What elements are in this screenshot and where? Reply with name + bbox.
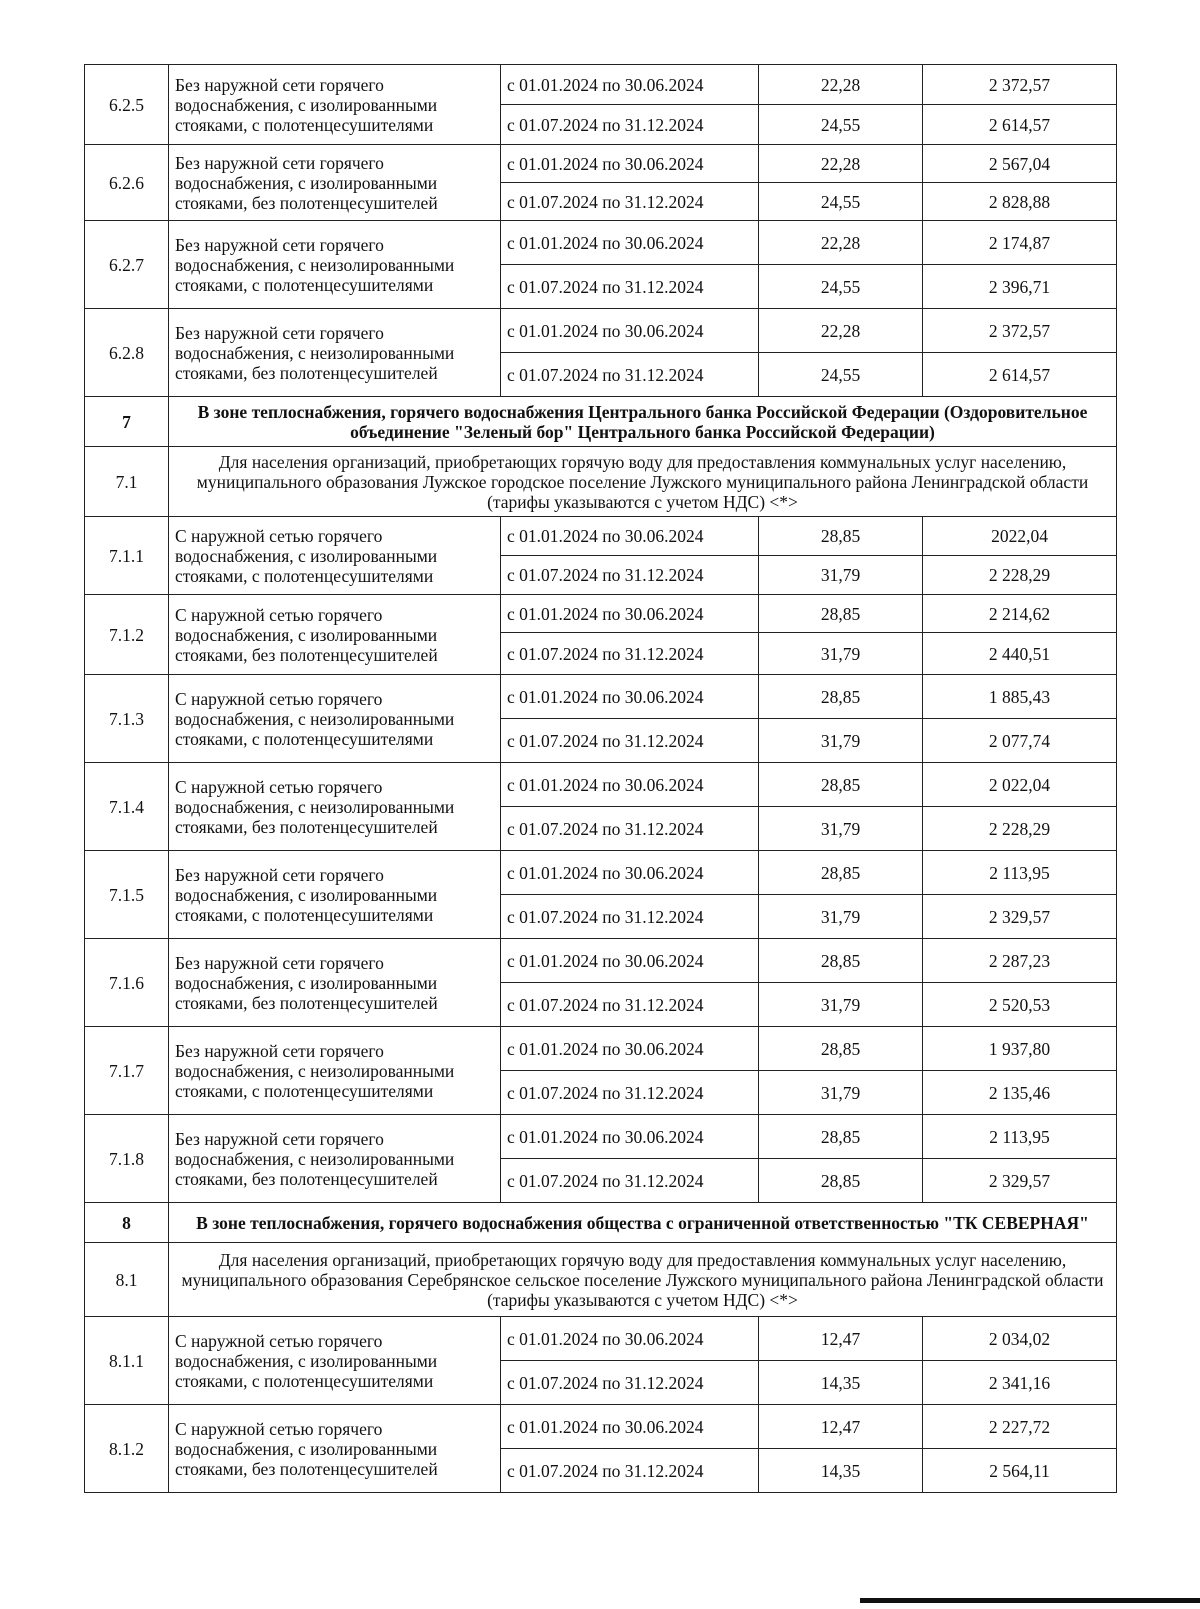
tariff-value-cell: 2 564,11	[923, 1449, 1117, 1493]
period-cell: с 01.07.2024 по 31.12.2024	[501, 353, 759, 397]
item-number: 7.1.6	[85, 939, 169, 1027]
tariff-component-cell: 31,79	[759, 556, 923, 595]
period-cell: с 01.01.2024 по 30.06.2024	[501, 1027, 759, 1071]
tariff-component-cell: 24,55	[759, 105, 923, 145]
item-description: Без наружной сети горячего водоснабжения, с изолированными стояками, без полотенцесушителей	[169, 939, 501, 1027]
period-cell: с 01.07.2024 по 31.12.2024	[501, 807, 759, 851]
table-row	[85, 1317, 1117, 1361]
table-row	[85, 65, 1117, 105]
item-description: Без наружной сети горячего водоснабжения, с неизолированными стояками, без полотенцесушителей	[169, 1115, 501, 1203]
tariff-value-cell: 2 828,88	[923, 183, 1117, 221]
tariff-component-cell: 28,85	[759, 763, 923, 807]
period-cell: с 01.01.2024 по 30.06.2024	[501, 309, 759, 353]
item-number: 6.2.6	[85, 145, 169, 221]
tariff-component-cell: 28,85	[759, 1027, 923, 1071]
tariff-component-cell: 31,79	[759, 633, 923, 675]
item-number: 6.2.7	[85, 221, 169, 309]
item-number: 6.2.8	[85, 309, 169, 397]
period-cell: с 01.01.2024 по 30.06.2024	[501, 65, 759, 105]
tariff-component-cell: 14,35	[759, 1449, 923, 1493]
period-cell: с 01.07.2024 по 31.12.2024	[501, 265, 759, 309]
tariff-value-cell: 2 372,57	[923, 65, 1117, 105]
item-number: 7.1.5	[85, 851, 169, 939]
period-cell: с 01.01.2024 по 30.06.2024	[501, 595, 759, 633]
period-cell: с 01.07.2024 по 31.12.2024	[501, 633, 759, 675]
tariff-component-cell: 24,55	[759, 183, 923, 221]
table-row	[85, 675, 1117, 719]
item-description: С наружной сетью горячего водоснабжения, с изолированными стояками, без полотенцесушителей	[169, 1405, 501, 1493]
item-description: Без наружной сети горячего водоснабжения, с неизолированными стояками, с полотенцесушителями	[169, 221, 501, 309]
tariff-component-cell: 28,85	[759, 1115, 923, 1159]
period-cell: с 01.07.2024 по 31.12.2024	[501, 1361, 759, 1405]
item-number: 6.2.5	[85, 65, 169, 145]
tariff-value-cell: 2 520,53	[923, 983, 1117, 1027]
tariff-table	[84, 64, 1117, 1493]
table-row	[85, 221, 1117, 265]
scan-edge-line	[860, 1598, 1200, 1603]
tariff-component-cell: 31,79	[759, 983, 923, 1027]
tariff-component-cell: 22,28	[759, 145, 923, 183]
period-cell: с 01.01.2024 по 30.06.2024	[501, 939, 759, 983]
item-number: 8.1.1	[85, 1317, 169, 1405]
subsection-title: Для населения организаций, приобретающих горячую воду для предоставления коммунальных услуг населению, муниципального образования Лужское городское поселение Лужского муниципального района Ленинградской области (тарифы указываются с учетом НДС) <*>	[169, 447, 1117, 517]
table-row	[85, 1115, 1117, 1159]
tariff-component-cell: 28,85	[759, 1159, 923, 1203]
period-cell: с 01.07.2024 по 31.12.2024	[501, 1071, 759, 1115]
period-cell: с 01.01.2024 по 30.06.2024	[501, 221, 759, 265]
subsection-number: 8.1	[85, 1243, 169, 1317]
tariff-component-cell: 12,47	[759, 1405, 923, 1449]
item-description: С наружной сетью горячего водоснабжения, с изолированными стояками, с полотенцесушителями	[169, 1317, 501, 1405]
item-description: Без наружной сети горячего водоснабжения, с неизолированными стояками, с полотенцесушителями	[169, 1027, 501, 1115]
tariff-value-cell: 2 614,57	[923, 105, 1117, 145]
tariff-component-cell: 31,79	[759, 895, 923, 939]
tariff-value-cell: 2 174,87	[923, 221, 1117, 265]
tariff-value-cell: 2 113,95	[923, 851, 1117, 895]
period-cell: с 01.01.2024 по 30.06.2024	[501, 675, 759, 719]
period-cell: с 01.07.2024 по 31.12.2024	[501, 1449, 759, 1493]
tariff-component-cell: 22,28	[759, 221, 923, 265]
tariff-value-cell: 2 341,16	[923, 1361, 1117, 1405]
period-cell: с 01.07.2024 по 31.12.2024	[501, 895, 759, 939]
period-cell: с 01.01.2024 по 30.06.2024	[501, 1405, 759, 1449]
period-cell: с 01.07.2024 по 31.12.2024	[501, 105, 759, 145]
item-description: Без наружной сети горячего водоснабжения, с неизолированными стояками, без полотенцесушителей	[169, 309, 501, 397]
period-cell: с 01.07.2024 по 31.12.2024	[501, 183, 759, 221]
section-number: 7	[85, 397, 169, 447]
tariff-component-cell: 28,85	[759, 517, 923, 556]
tariff-value-cell: 2 227,72	[923, 1405, 1117, 1449]
period-cell: с 01.07.2024 по 31.12.2024	[501, 719, 759, 763]
tariff-component-cell: 31,79	[759, 1071, 923, 1115]
period-cell: с 01.01.2024 по 30.06.2024	[501, 763, 759, 807]
tariff-value-cell: 2 329,57	[923, 895, 1117, 939]
period-cell: с 01.07.2024 по 31.12.2024	[501, 1159, 759, 1203]
tariff-value-cell: 2 228,29	[923, 807, 1117, 851]
period-cell: с 01.01.2024 по 30.06.2024	[501, 851, 759, 895]
tariff-component-cell: 31,79	[759, 719, 923, 763]
item-description: С наружной сетью горячего водоснабжения, с неизолированными стояками, без полотенцесушителей	[169, 763, 501, 851]
item-number: 7.1.1	[85, 517, 169, 595]
tariff-value-cell: 1 937,80	[923, 1027, 1117, 1071]
item-description: С наружной сетью горячего водоснабжения, с изолированными стояками, без полотенцесушителей	[169, 595, 501, 675]
table-row	[85, 1027, 1117, 1071]
tariff-component-cell: 28,85	[759, 851, 923, 895]
table-row	[85, 851, 1117, 895]
tariff-value-cell: 2 077,74	[923, 719, 1117, 763]
item-number: 7.1.7	[85, 1027, 169, 1115]
tariff-component-cell: 22,28	[759, 309, 923, 353]
tariff-value-cell: 2 113,95	[923, 1115, 1117, 1159]
subsection-row	[85, 1243, 1117, 1317]
period-cell: с 01.07.2024 по 31.12.2024	[501, 983, 759, 1027]
tariff-value-cell: 2 440,51	[923, 633, 1117, 675]
tariff-value-cell: 2 372,57	[923, 309, 1117, 353]
item-number: 7.1.3	[85, 675, 169, 763]
table-row	[85, 1405, 1117, 1449]
table-row	[85, 309, 1117, 353]
tariff-value-cell: 2 214,62	[923, 595, 1117, 633]
table-row	[85, 517, 1117, 556]
tariff-component-cell: 28,85	[759, 939, 923, 983]
tariff-value-cell: 1 885,43	[923, 675, 1117, 719]
tariff-component-cell: 22,28	[759, 65, 923, 105]
tariff-value-cell: 2 228,29	[923, 556, 1117, 595]
item-description: Без наружной сети горячего водоснабжения, с изолированными стояками, без полотенцесушителей	[169, 145, 501, 221]
section-number: 8	[85, 1203, 169, 1243]
tariff-component-cell: 24,55	[759, 353, 923, 397]
tariff-value-cell: 2 329,57	[923, 1159, 1117, 1203]
tariff-component-cell: 31,79	[759, 807, 923, 851]
tariff-value-cell: 2 022,04	[923, 763, 1117, 807]
period-cell: с 01.01.2024 по 30.06.2024	[501, 1317, 759, 1361]
period-cell: с 01.01.2024 по 30.06.2024	[501, 517, 759, 556]
tariff-value-cell: 2 614,57	[923, 353, 1117, 397]
tariff-component-cell: 28,85	[759, 675, 923, 719]
item-number: 7.1.4	[85, 763, 169, 851]
period-cell: с 01.01.2024 по 30.06.2024	[501, 145, 759, 183]
period-cell: с 01.07.2024 по 31.12.2024	[501, 556, 759, 595]
tariff-value-cell: 2 135,46	[923, 1071, 1117, 1115]
tariff-value-cell: 2 396,71	[923, 265, 1117, 309]
section-header-row	[85, 1203, 1117, 1243]
tariff-value-cell: 2 567,04	[923, 145, 1117, 183]
table-row	[85, 763, 1117, 807]
tariff-component-cell: 12,47	[759, 1317, 923, 1361]
table-row	[85, 145, 1117, 183]
subsection-number: 7.1	[85, 447, 169, 517]
item-description: Без наружной сети горячего водоснабжения, с изолированными стояками, с полотенцесушителями	[169, 65, 501, 145]
subsection-title: Для населения организаций, приобретающих горячую воду для предоставления коммунальных услуг населению, муниципального образования Серебрянское сельское поселение Лужского муниципального района Ленинградской области (тарифы указываются с учетом НДС) <*>	[169, 1243, 1117, 1317]
subsection-row	[85, 447, 1117, 517]
tariff-value-cell: 2022,04	[923, 517, 1117, 556]
item-number: 7.1.2	[85, 595, 169, 675]
period-cell: с 01.01.2024 по 30.06.2024	[501, 1115, 759, 1159]
tariff-component-cell: 28,85	[759, 595, 923, 633]
item-number: 7.1.8	[85, 1115, 169, 1203]
tariff-value-cell: 2 034,02	[923, 1317, 1117, 1361]
table-row	[85, 939, 1117, 983]
section-title: В зоне теплоснабжения, горячего водоснабжения Центрального банка Российской Федерации (Оздоровительное объединение "Зеленый бор" Центрального банка Российской Федерации)	[169, 397, 1117, 447]
item-number: 8.1.2	[85, 1405, 169, 1493]
tariff-value-cell: 2 287,23	[923, 939, 1117, 983]
tariff-component-cell: 14,35	[759, 1361, 923, 1405]
section-header-row	[85, 397, 1117, 447]
item-description: С наружной сетью горячего водоснабжения, с изолированными стояками, с полотенцесушителями	[169, 517, 501, 595]
table-row	[85, 595, 1117, 633]
item-description: Без наружной сети горячего водоснабжения, с изолированными стояками, с полотенцесушителями	[169, 851, 501, 939]
section-title: В зоне теплоснабжения, горячего водоснабжения общества с ограниченной ответственностью "ТК СЕВЕРНАЯ"	[169, 1203, 1117, 1243]
item-description: С наружной сетью горячего водоснабжения, с неизолированными стояками, с полотенцесушителями	[169, 675, 501, 763]
tariff-component-cell: 24,55	[759, 265, 923, 309]
